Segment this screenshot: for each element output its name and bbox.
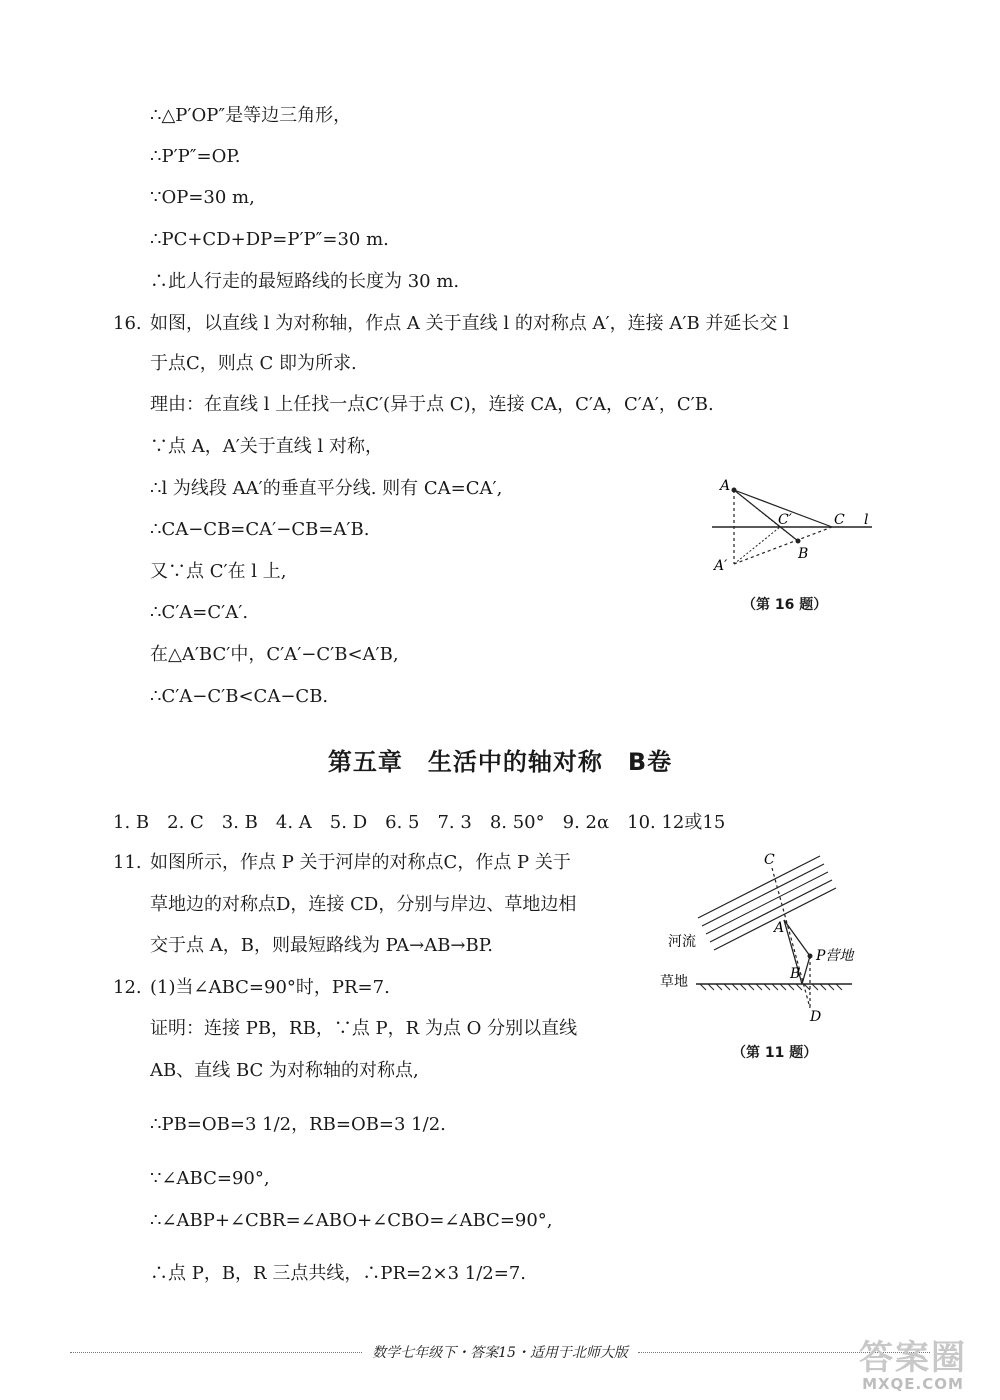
question-number: 12.	[113, 977, 142, 998]
figure-16	[700, 470, 890, 580]
label-B: B	[790, 966, 801, 982]
label-C: C	[834, 512, 845, 528]
question-number: 16.	[113, 313, 142, 334]
label-A-prime: A′	[714, 558, 728, 574]
section-title: 第五章 生活中的轴对称 B卷	[327, 748, 673, 776]
label-A: A	[720, 478, 731, 494]
text-line: 在△A′BC′中，C′A′−C′B<A′B,	[150, 644, 399, 665]
label-C: C	[764, 852, 775, 868]
text-line: (1)当∠ABC=90°时，PR=7.	[150, 977, 390, 998]
watermark-url: MXQE.COM	[862, 1375, 964, 1393]
label-D: D	[810, 1009, 822, 1025]
footer-text: 数学七年级下・答案15・适用于北师大版	[372, 1345, 628, 1361]
text-line: ∵点 A，A′关于直线 l 对称，	[150, 436, 384, 457]
text-line: 如图所示，作点 P 关于河岸的对称点C，作点 P 关于	[150, 852, 571, 873]
text-line: ∴P′P″=OP.	[150, 146, 241, 167]
answers-line: 1. B 2. C 3. B 4. A 5. D 6. 5 7. 3 8. 50° 9. 2α 10. 12或15	[113, 812, 726, 833]
figure-11-caption: （第 11 题）	[732, 1045, 818, 1061]
text-line: ∴此人行走的最短路线的长度为 30 m.	[150, 271, 460, 292]
text-line: ∵OP=30 m,	[150, 187, 255, 208]
label-C-prime: C′	[778, 512, 792, 528]
page-footer	[70, 1342, 930, 1362]
text-line: ∴PB=OB=3 1/2，RB=OB=3 1/2.	[150, 1114, 446, 1135]
text-line: 证明：连接 PB，RB，∵点 P，R 为点 O 分别以直线	[150, 1018, 578, 1039]
label-l: l	[864, 512, 869, 528]
figure-11	[660, 848, 890, 1033]
text-line: 理由：在直线 l 上任找一点C′(异于点 C)，连接 CA，C′A，C′A′，C′B.	[150, 394, 714, 415]
label-river: 河流	[668, 934, 696, 950]
text-line: 如图，以直线 l 为对称轴，作点 A 关于直线 l 的对称点 A′，连接 A′B 并延长交 l	[150, 313, 789, 334]
text-line: ∴C′A−C′B<CA−CB.	[150, 686, 329, 707]
watermark-logo	[838, 1330, 988, 1393]
text-line: 又∵点 C′在 l 上,	[150, 561, 287, 582]
text-line: ∵∠ABC=90°,	[150, 1168, 270, 1189]
text-line: ∴∠ABP+∠CBR=∠ABO+∠CBO=∠ABC=90°,	[150, 1210, 553, 1231]
watermark-title: 答案圈	[859, 1338, 967, 1378]
label-P: P营地	[816, 948, 854, 964]
footer-rule	[70, 1352, 362, 1353]
text-line: ∴点 P，B，R 三点共线，∴PR=2×3 1/2=7.	[150, 1263, 527, 1284]
figure-16-caption: （第 16 题）	[742, 597, 828, 613]
question-number: 11.	[113, 852, 142, 873]
text-line: ∴CA−CB=CA′−CB=A′B.	[150, 519, 370, 540]
text-line: 草地边的对称点D，连接 CD，分别与岸边、草地边相	[150, 894, 577, 915]
text-line: 于点C，则点 C 即为所求.	[150, 353, 357, 374]
text-line: AB、直线 BC 为对称轴的对称点,	[150, 1060, 419, 1081]
text-line: ∴C′A=C′A′.	[150, 602, 249, 623]
label-A: A	[774, 920, 785, 936]
text-line: ∴△P′OP″是等边三角形，	[150, 105, 352, 126]
text-line: 交于点 A，B，则最短路线为 PA→AB→BP.	[150, 935, 493, 956]
text-line: ∴l 为线段 AA′的垂直平分线. 则有 CA=CA′,	[150, 478, 503, 499]
text-line: ∴PC+CD+DP=P′P″=30 m.	[150, 229, 389, 250]
label-B: B	[798, 546, 809, 562]
label-grass: 草地	[660, 974, 688, 990]
